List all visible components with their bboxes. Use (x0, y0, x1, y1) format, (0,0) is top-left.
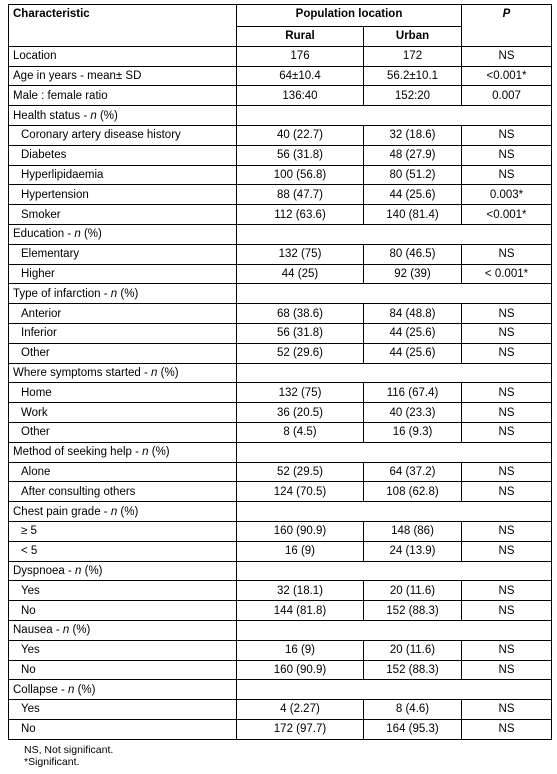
rural-cell: 56 (31.8) (237, 323, 364, 343)
table-row (9, 46, 552, 66)
p-value-cell: NS (462, 46, 552, 66)
urban-cell: 8 (4.6) (364, 700, 462, 720)
p-value-cell: NS (462, 660, 552, 680)
urban-cell: 92 (39) (364, 264, 462, 284)
urban-cell: 44 (25.6) (364, 343, 462, 363)
header-row (9, 5, 552, 27)
urban-cell: 48 (27.9) (364, 145, 462, 165)
table-row (9, 185, 552, 205)
rural-cell: 52 (29.6) (237, 343, 364, 363)
label-cell: Yes (9, 581, 237, 601)
label-cell: Inferior (9, 323, 237, 343)
urban-cell: 40 (23.3) (364, 403, 462, 423)
rural-cell: 4 (2.27) (237, 700, 364, 720)
table-row (9, 640, 552, 660)
rural-cell: 64±10.4 (237, 66, 364, 86)
urban-cell: 80 (51.2) (364, 165, 462, 185)
rural-cell: 144 (81.8) (237, 601, 364, 621)
table-row (9, 343, 552, 363)
p-value-cell: <0.001* (462, 205, 552, 225)
rural-cell: 160 (90.9) (237, 660, 364, 680)
urban-cell: 140 (81.4) (364, 205, 462, 225)
rural-cell: 8 (4.5) (237, 422, 364, 442)
label-cell: < 5 (9, 541, 237, 561)
label-cell: Alone (9, 462, 237, 482)
label-cell: Higher (9, 264, 237, 284)
urban-cell: 16 (9.3) (364, 422, 462, 442)
label-cell: Yes (9, 640, 237, 660)
rural-cell: 160 (90.9) (237, 521, 364, 541)
urban-cell: 152 (88.3) (364, 660, 462, 680)
section-empty-cell (237, 284, 552, 304)
section-label: Education - n (%) (9, 224, 237, 244)
p-value-cell: <0.001* (462, 66, 552, 86)
label-cell: ≥ 5 (9, 521, 237, 541)
label-cell: No (9, 601, 237, 621)
urban-cell: 152:20 (364, 86, 462, 106)
p-value-cell: NS (462, 482, 552, 502)
section-empty-cell (237, 224, 552, 244)
label-cell: Home (9, 383, 237, 403)
section-empty-cell (237, 561, 552, 581)
section-row (9, 561, 552, 581)
p-value-cell: NS (462, 323, 552, 343)
table-row (9, 601, 552, 621)
table-row (9, 482, 552, 502)
footnote-ns: NS, Not significant. (24, 743, 114, 756)
label-cell: Coronary artery disease history (9, 125, 237, 145)
table-row (9, 244, 552, 264)
characteristic-header: Characteristic (9, 5, 237, 47)
rural-cell: 136:40 (237, 86, 364, 106)
label-cell: Elementary (9, 244, 237, 264)
urban-cell: 80 (46.5) (364, 244, 462, 264)
population-location-header: Population location (237, 5, 462, 27)
table-row (9, 541, 552, 561)
section-label: Where symptoms started - n (%) (9, 363, 237, 383)
footnote-significant: *Significant. (24, 755, 80, 768)
label-cell: Male : female ratio (9, 86, 237, 106)
p-value-cell: NS (462, 304, 552, 324)
p-value-cell: NS (462, 383, 552, 403)
label-cell: Hyperlipidaemia (9, 165, 237, 185)
urban-cell: 148 (86) (364, 521, 462, 541)
section-row (9, 620, 552, 640)
rural-cell: 88 (47.7) (237, 185, 364, 205)
p-value-header: P (462, 5, 552, 47)
label-cell: Smoker (9, 205, 237, 225)
table-container (8, 4, 551, 768)
table-row (9, 581, 552, 601)
section-label: Collapse - n (%) (9, 680, 237, 700)
rural-cell: 52 (29.5) (237, 462, 364, 482)
urban-cell: 164 (95.3) (364, 719, 462, 739)
rural-cell: 36 (20.5) (237, 403, 364, 423)
rural-header: Rural (237, 27, 364, 47)
section-label: Type of infarction - n (%) (9, 284, 237, 304)
section-empty-cell (237, 363, 552, 383)
p-value-cell: NS (462, 145, 552, 165)
section-label: Chest pain grade - n (%) (9, 502, 237, 522)
rural-cell: 16 (9) (237, 541, 364, 561)
section-row (9, 502, 552, 522)
label-cell: Anterior (9, 304, 237, 324)
rural-cell: 16 (9) (237, 640, 364, 660)
footnotes (8, 744, 551, 768)
urban-cell: 152 (88.3) (364, 601, 462, 621)
section-row (9, 442, 552, 462)
section-row (9, 284, 552, 304)
section-label: Health status - n (%) (9, 106, 237, 126)
p-value-cell: NS (462, 521, 552, 541)
rural-cell: 32 (18.1) (237, 581, 364, 601)
rural-cell: 176 (237, 46, 364, 66)
rural-cell: 68 (38.6) (237, 304, 364, 324)
urban-cell: 44 (25.6) (364, 323, 462, 343)
p-value-cell: NS (462, 581, 552, 601)
table-row (9, 422, 552, 442)
section-row (9, 680, 552, 700)
p-value-cell: NS (462, 343, 552, 363)
urban-cell: 116 (67.4) (364, 383, 462, 403)
p-value-cell: NS (462, 462, 552, 482)
p-value-cell: NS (462, 422, 552, 442)
rural-cell: 132 (75) (237, 244, 364, 264)
p-value-cell: NS (462, 541, 552, 561)
label-cell: After consulting others (9, 482, 237, 502)
urban-cell: 172 (364, 46, 462, 66)
label-cell: No (9, 719, 237, 739)
section-empty-cell (237, 502, 552, 522)
p-value-cell: NS (462, 719, 552, 739)
p-value-cell: NS (462, 640, 552, 660)
table-row (9, 264, 552, 284)
rural-cell: 40 (22.7) (237, 125, 364, 145)
table-row (9, 521, 552, 541)
section-label: Method of seeking help - n (%) (9, 442, 237, 462)
section-label: Dyspnoea - n (%) (9, 561, 237, 581)
rural-cell: 100 (56.8) (237, 165, 364, 185)
rural-cell: 132 (75) (237, 383, 364, 403)
rural-cell: 44 (25) (237, 264, 364, 284)
table-row (9, 86, 552, 106)
table-row (9, 66, 552, 86)
label-cell: Yes (9, 700, 237, 720)
rural-cell: 56 (31.8) (237, 145, 364, 165)
p-value-cell: NS (462, 125, 552, 145)
label-cell: Location (9, 46, 237, 66)
urban-cell: 44 (25.6) (364, 185, 462, 205)
label-cell: No (9, 660, 237, 680)
section-row (9, 106, 552, 126)
label-cell: Age in years - mean± SD (9, 66, 237, 86)
urban-cell: 20 (11.6) (364, 581, 462, 601)
table-row (9, 323, 552, 343)
urban-cell: 84 (48.8) (364, 304, 462, 324)
urban-header: Urban (364, 27, 462, 47)
p-value-cell: NS (462, 244, 552, 264)
table-row (9, 145, 552, 165)
urban-cell: 20 (11.6) (364, 640, 462, 660)
section-empty-cell (237, 680, 552, 700)
rural-cell: 124 (70.5) (237, 482, 364, 502)
urban-cell: 32 (18.6) (364, 125, 462, 145)
rural-cell: 172 (97.7) (237, 719, 364, 739)
table-row (9, 462, 552, 482)
label-cell: Other (9, 343, 237, 363)
urban-cell: 24 (13.9) (364, 541, 462, 561)
characteristics-table (8, 4, 552, 740)
table-row (9, 165, 552, 185)
table-row (9, 125, 552, 145)
label-cell: Other (9, 422, 237, 442)
p-value-cell: NS (462, 700, 552, 720)
table-row (9, 383, 552, 403)
label-cell: Diabetes (9, 145, 237, 165)
urban-cell: 108 (62.8) (364, 482, 462, 502)
table-row (9, 719, 552, 739)
section-empty-cell (237, 620, 552, 640)
section-row (9, 224, 552, 244)
rural-cell: 112 (63.6) (237, 205, 364, 225)
table-row (9, 403, 552, 423)
table-body (9, 46, 552, 739)
section-row (9, 363, 552, 383)
urban-cell: 64 (37.2) (364, 462, 462, 482)
section-label: Nausea - n (%) (9, 620, 237, 640)
p-value-cell: NS (462, 601, 552, 621)
p-value-cell: 0.007 (462, 86, 552, 106)
urban-cell: 56.2±10.1 (364, 66, 462, 86)
table-row (9, 660, 552, 680)
p-value-cell: < 0.001* (462, 264, 552, 284)
table-row (9, 700, 552, 720)
p-value-cell: NS (462, 403, 552, 423)
section-empty-cell (237, 106, 552, 126)
p-value-cell: 0.003* (462, 185, 552, 205)
section-empty-cell (237, 442, 552, 462)
label-cell: Work (9, 403, 237, 423)
p-value-cell: NS (462, 165, 552, 185)
label-cell: Hypertension (9, 185, 237, 205)
table-row (9, 304, 552, 324)
table-row (9, 205, 552, 225)
